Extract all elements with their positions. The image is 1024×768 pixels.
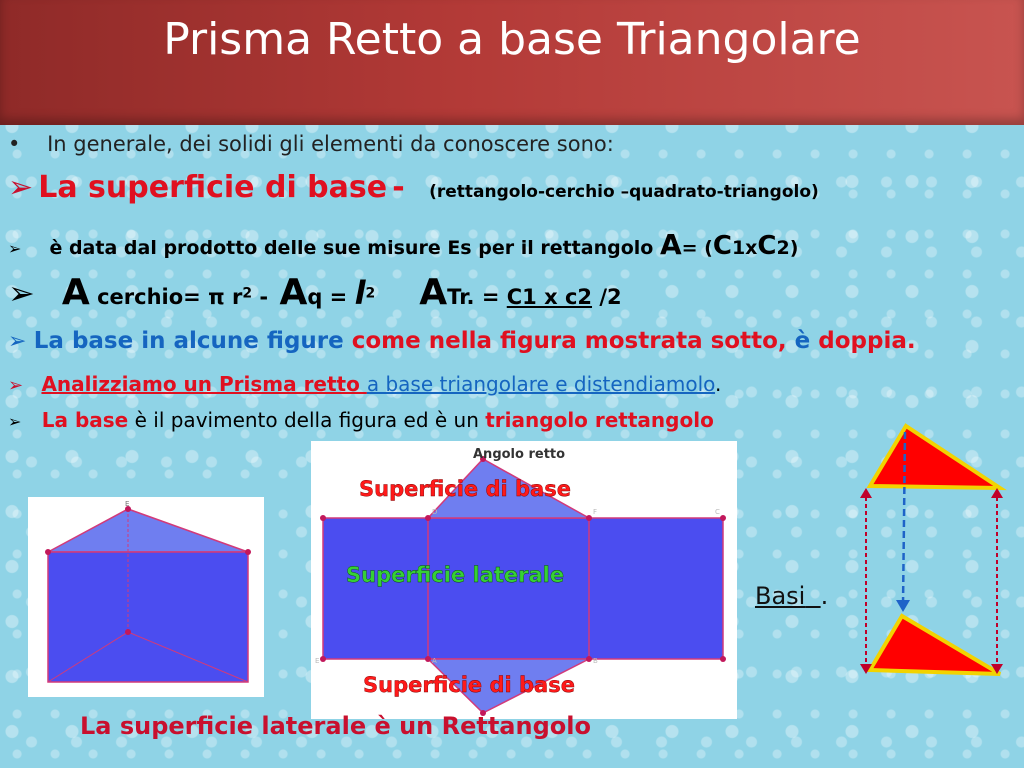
la-text: La (33, 328, 64, 354)
e-text: è (794, 328, 819, 354)
bullet-superficie-base (8, 170, 819, 205)
basi-label (755, 582, 828, 610)
div2-text: /2 (592, 285, 622, 309)
area-symbol: A (659, 228, 682, 261)
cerchio-formula: cerchio= π r (89, 285, 243, 309)
sup-base-top-label: Superficie di base (359, 477, 571, 501)
bullet-formule (8, 272, 622, 313)
net-drawing (311, 441, 737, 719)
pavimento-text: è il pavimento della figura ed è un (128, 408, 486, 432)
dot-text: . (715, 372, 722, 396)
bullet-pavimento (8, 408, 714, 432)
eq-text: = ( (681, 237, 713, 259)
slide-title: Prisma Retto a base Triangolare (163, 14, 861, 65)
come-text: come nella figura mostrata sotto, (351, 328, 795, 354)
arrow-icon: ➢ (8, 239, 22, 258)
lateral-rectangle (323, 518, 723, 659)
net-vertex (720, 515, 726, 521)
doppia-text: doppia. (818, 328, 916, 354)
net-vertex (586, 656, 592, 662)
area-square-symbol: A (279, 272, 308, 313)
exp-2b: 2 (365, 285, 376, 302)
title-bar (0, 0, 1024, 125)
prism-front-face (48, 552, 248, 682)
superficie-base-text: La superficie di base (38, 170, 388, 205)
c1xc2-text: C1 x c2 (506, 285, 593, 309)
a-base-text: a base triangolare e distendiamolo (366, 372, 716, 396)
prism-figure (28, 497, 264, 697)
c2-letter: C (757, 231, 777, 261)
q-formula: q = (307, 285, 355, 309)
arrowhead-down-icon (896, 600, 910, 612)
base-text: base (63, 328, 142, 354)
bullet-intro (8, 132, 614, 156)
bullet-prodotto (8, 228, 798, 261)
net-figure (311, 441, 737, 719)
c1-suffix: 1x (731, 237, 758, 259)
c2-suffix: 2) (776, 237, 799, 259)
basi-text: Basi (755, 582, 806, 610)
la-text: La (41, 408, 75, 432)
arrow-icon: ➢ (8, 274, 35, 312)
prism-vertex (245, 549, 251, 555)
net-vertex (320, 515, 326, 521)
arrow-icon: ➢ (8, 329, 27, 354)
net-vertex (425, 656, 431, 662)
net-vertex-label: C (715, 508, 720, 516)
arrow-icon: ➢ (8, 170, 34, 205)
prism-drawing (28, 497, 264, 697)
net-vertex-label: F (593, 508, 598, 516)
prism-top-face (48, 509, 248, 552)
net-vertex (720, 656, 726, 662)
arrowhead-up-left-icon (860, 488, 872, 498)
area-circle-symbol: A (61, 272, 90, 313)
net-vertex (586, 515, 592, 521)
net-vertex-label: B (593, 657, 598, 665)
net-vertex-label: D (432, 508, 438, 516)
bullet-analizziamo (8, 372, 721, 396)
bullet-base-doppia (8, 328, 916, 354)
bullet-dot: • (8, 132, 21, 156)
in-text: in alcune (141, 328, 267, 354)
c1-letter: C (712, 231, 732, 261)
tr-formula: Tr. = (447, 285, 507, 309)
prism-vertex (45, 549, 51, 555)
prodotto-text: è data dal prodotto delle sue misure Es per il rettangolo (49, 237, 660, 259)
triangolo-rettangolo-text: triangolo rettangolo (485, 408, 714, 432)
basi-gap (805, 582, 820, 610)
net-vertex (425, 515, 431, 521)
basi-dot: . (820, 582, 829, 610)
exp-2: 2 (242, 285, 253, 302)
area-triangle-symbol: A (419, 272, 448, 313)
base-triangle-upper (870, 426, 1000, 488)
sup-laterale-label: Superficie laterale (346, 563, 565, 587)
arrow-icon: ➢ (8, 412, 22, 431)
basi-figure (850, 418, 1020, 688)
prism-vertex-label: E (125, 500, 130, 508)
formula-dash: - (252, 285, 276, 309)
net-vertex (320, 656, 326, 662)
net-vertex-label: E (315, 657, 320, 665)
bullet-intro-text: In generale, dei solidi gli elementi da conoscere sono: (47, 132, 614, 156)
base-text: base (74, 408, 129, 432)
caption-laterale: La superficie laterale è un Rettangolo (80, 712, 591, 740)
base-triangle-lower (870, 616, 1000, 674)
l-letter: l (354, 274, 366, 312)
analizziamo-text: Analizziamo un Prisma retto (41, 372, 367, 396)
sup-base-bottom-label: Superficie di base (363, 673, 575, 697)
prism-vertex (125, 629, 131, 635)
angolo-retto-label: Angolo retto (473, 447, 566, 462)
shapes-paren: (rettangolo-cerchio –quadrato-triangolo) (429, 182, 819, 202)
arrow-icon: ➢ (8, 375, 24, 396)
figure-text: figure (266, 328, 352, 354)
net-vertex-label: A (432, 657, 437, 665)
dash-text: - (392, 170, 416, 205)
